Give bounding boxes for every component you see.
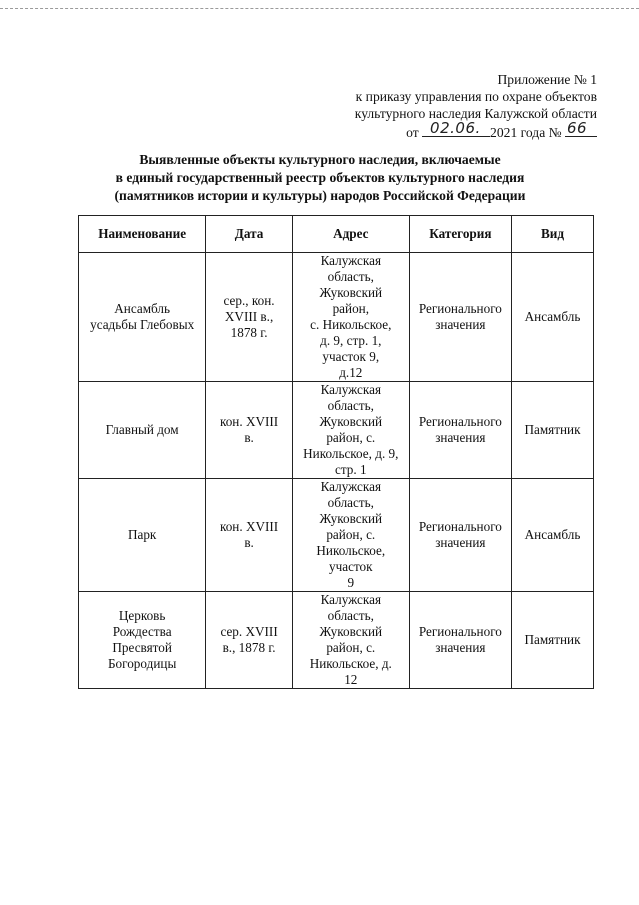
cell-type bbox=[512, 382, 594, 479]
table-row bbox=[79, 382, 594, 479]
date-year: 2021 года № bbox=[490, 125, 562, 140]
title-line-3: (памятников истории и культуры) народов Российской Федерации bbox=[114, 188, 526, 203]
cell-line: сер., кон. bbox=[223, 293, 275, 308]
cell-line: Калужская bbox=[320, 592, 382, 607]
cell-line: район, с. bbox=[326, 527, 376, 542]
cell-name bbox=[79, 592, 206, 689]
cell-address bbox=[292, 592, 409, 689]
cell-category bbox=[409, 382, 511, 479]
cell-line: область, bbox=[327, 398, 374, 413]
cell-line: область, bbox=[327, 269, 374, 284]
cell-category bbox=[409, 592, 511, 689]
number-blank bbox=[565, 119, 597, 137]
cell-line: в. bbox=[244, 430, 254, 445]
col-header-name: Наименование bbox=[79, 216, 206, 253]
table-row bbox=[79, 592, 594, 689]
cell-line: в. bbox=[244, 535, 254, 550]
cell-line: значения bbox=[435, 535, 486, 550]
cell-line: Калужская bbox=[320, 382, 382, 397]
cell-line: с. Никольское, bbox=[310, 317, 392, 332]
cell-line: 12 bbox=[344, 672, 358, 687]
cell-type bbox=[512, 479, 594, 592]
cell-line: Пресвятой bbox=[112, 640, 172, 655]
cell-line: Памятник bbox=[524, 632, 581, 647]
appendix-order-line: к приказу управления по охране объектов bbox=[355, 89, 597, 104]
cell-line: XVIII в., bbox=[224, 309, 274, 324]
cell-line: сер. XVIII bbox=[220, 624, 278, 639]
cell-line: участок 9, bbox=[322, 349, 380, 364]
handwritten-date: 02.06. bbox=[430, 119, 481, 137]
col-header-date: Дата bbox=[206, 216, 293, 253]
cell-type bbox=[512, 253, 594, 382]
cell-address bbox=[292, 382, 409, 479]
cell-line: кон. XVIII bbox=[219, 414, 279, 429]
cell-line: Церковь bbox=[118, 608, 166, 623]
title-line-2: в единый государственный реестр объектов культурного наследия bbox=[115, 170, 525, 185]
table-body bbox=[79, 253, 594, 689]
cell-line: Парк bbox=[127, 527, 157, 542]
cell-line: Жуковский bbox=[319, 511, 383, 526]
cell-date bbox=[206, 382, 293, 479]
cell-address bbox=[292, 253, 409, 382]
cell-line: значения bbox=[435, 317, 486, 332]
cell-line: Регионального bbox=[418, 301, 502, 316]
cell-name bbox=[79, 253, 206, 382]
cell-line: Богородицы bbox=[107, 656, 177, 671]
table-row bbox=[79, 253, 594, 382]
cell-line: Регионального bbox=[418, 624, 502, 639]
cell-line: значения bbox=[435, 430, 486, 445]
appendix-title: Приложение № 1 bbox=[497, 72, 597, 87]
col-header-address: Адрес bbox=[292, 216, 409, 253]
col-header-type: Вид bbox=[512, 216, 594, 253]
cell-type bbox=[512, 592, 594, 689]
cell-line: Никольское, bbox=[316, 543, 386, 558]
cell-line: 9 bbox=[347, 575, 355, 590]
cell-category bbox=[409, 479, 511, 592]
cell-line: Калужская bbox=[320, 253, 382, 268]
cell-line: Жуковский bbox=[319, 414, 383, 429]
table-header-row bbox=[79, 216, 594, 253]
scan-top-edge bbox=[0, 8, 639, 9]
heritage-objects-table bbox=[78, 215, 594, 689]
cell-line: 1878 г. bbox=[230, 325, 268, 340]
cell-line: Регионального bbox=[418, 519, 502, 534]
cell-line: область, bbox=[327, 608, 374, 623]
cell-date bbox=[206, 253, 293, 382]
appendix-date-line bbox=[355, 119, 597, 141]
cell-line: значения bbox=[435, 640, 486, 655]
cell-line: область, bbox=[327, 495, 374, 510]
cell-name bbox=[79, 479, 206, 592]
cell-line: Памятник bbox=[524, 422, 581, 437]
cell-line: Главный дом bbox=[105, 422, 179, 437]
appendix-block bbox=[355, 71, 597, 141]
cell-line: д.12 bbox=[339, 365, 363, 380]
cell-line: Жуковский bbox=[319, 624, 383, 639]
cell-line: Ансамбль bbox=[524, 309, 581, 324]
cell-line: в., 1878 г. bbox=[222, 640, 276, 655]
cell-line: Никольское, д. 9, bbox=[303, 446, 399, 461]
cell-line: Регионального bbox=[418, 414, 502, 429]
handwritten-number: 66 bbox=[567, 119, 588, 137]
appendix-authority-line: культурного наследия Калужской области bbox=[354, 106, 597, 121]
document-title bbox=[64, 151, 576, 205]
cell-line: участок bbox=[329, 559, 373, 574]
cell-line: Ансамбль bbox=[114, 301, 171, 316]
cell-category bbox=[409, 253, 511, 382]
date-prefix: от bbox=[406, 125, 419, 140]
col-header-category: Категория bbox=[409, 216, 511, 253]
cell-line: кон. XVIII bbox=[219, 519, 279, 534]
cell-line: район, с. bbox=[326, 640, 376, 655]
cell-line: Калужская bbox=[320, 479, 382, 494]
cell-address bbox=[292, 479, 409, 592]
cell-line: Рождества bbox=[112, 624, 172, 639]
table-row bbox=[79, 479, 594, 592]
cell-line: д. 9, стр. 1, bbox=[320, 333, 382, 348]
cell-line: стр. 1 bbox=[335, 462, 367, 477]
cell-line: усадьбы Глебовых bbox=[90, 317, 195, 332]
cell-line: Жуковский bbox=[319, 285, 383, 300]
cell-line: район, с. bbox=[326, 430, 376, 445]
cell-line: Ансамбль bbox=[524, 527, 581, 542]
cell-date bbox=[206, 479, 293, 592]
cell-date bbox=[206, 592, 293, 689]
cell-line: Никольское, д. bbox=[309, 656, 392, 671]
cell-line: район, bbox=[332, 301, 370, 316]
title-line-1: Выявленные объекты культурного наследия, включаемые bbox=[139, 152, 501, 167]
date-blank bbox=[422, 119, 490, 137]
cell-name bbox=[79, 382, 206, 479]
